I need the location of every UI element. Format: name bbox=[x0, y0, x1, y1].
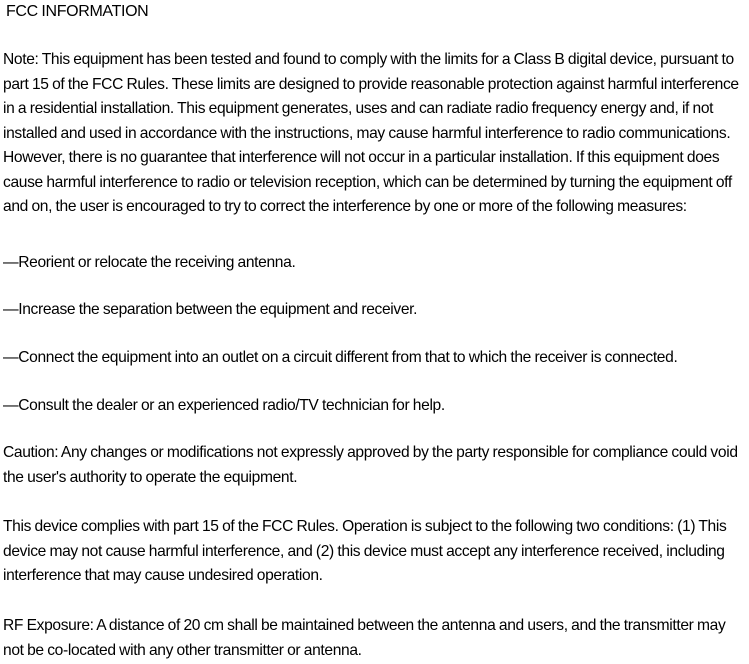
compliance-paragraph: This device complies with part 15 of the FCC Rules. Operation is subject to the following two conditions: (1) This device may not cause harmful interference, and (2) this device must accept any interference received, including interference that may cause undesired operation. bbox=[3, 518, 727, 584]
measure-item-separation: —Increase the separation between the equipment and receiver. bbox=[3, 301, 418, 318]
rf-exposure-paragraph: RF Exposure: A distance of 20 cm shall be maintained between the antenna and users, and the transmitter may not be co-located with any other transmitter or antenna. bbox=[3, 617, 726, 659]
caution-paragraph: Caution: Any changes or modifications not expressly approved by the party responsible for compliance could void the user's authority to operate the equipment. bbox=[3, 444, 738, 486]
note-paragraph: Note: This equipment has been tested and found to comply with the limits for a Class B digital device, pursuant to part 15 of the FCC Rules. These limits are designed to provide reasonable protection against harmful interference in a residential installation. This equipment generates, uses and can radiate radio frequency energy and, if not installed and used in accordance with the instructions, may cause harmful interference to radio communications. However, there is no guarantee that interference will not occur in a particular installation. If this equipment does cause harmful interference to radio or television reception, which can be determined by turning the equipment off and on, the user is encouraged to try to correct the interference by one or more of the following measures: bbox=[3, 51, 739, 215]
measure-item-reorient: —Reorient or relocate the receiving antenna. bbox=[3, 254, 296, 271]
measure-item-outlet: —Connect the equipment into an outlet on a circuit different from that to which the receiver is connected. bbox=[3, 349, 678, 366]
measure-item-consult: —Consult the dealer or an experienced radio/TV technician for help. bbox=[3, 397, 445, 414]
page-title: FCC INFORMATION bbox=[6, 3, 149, 20]
